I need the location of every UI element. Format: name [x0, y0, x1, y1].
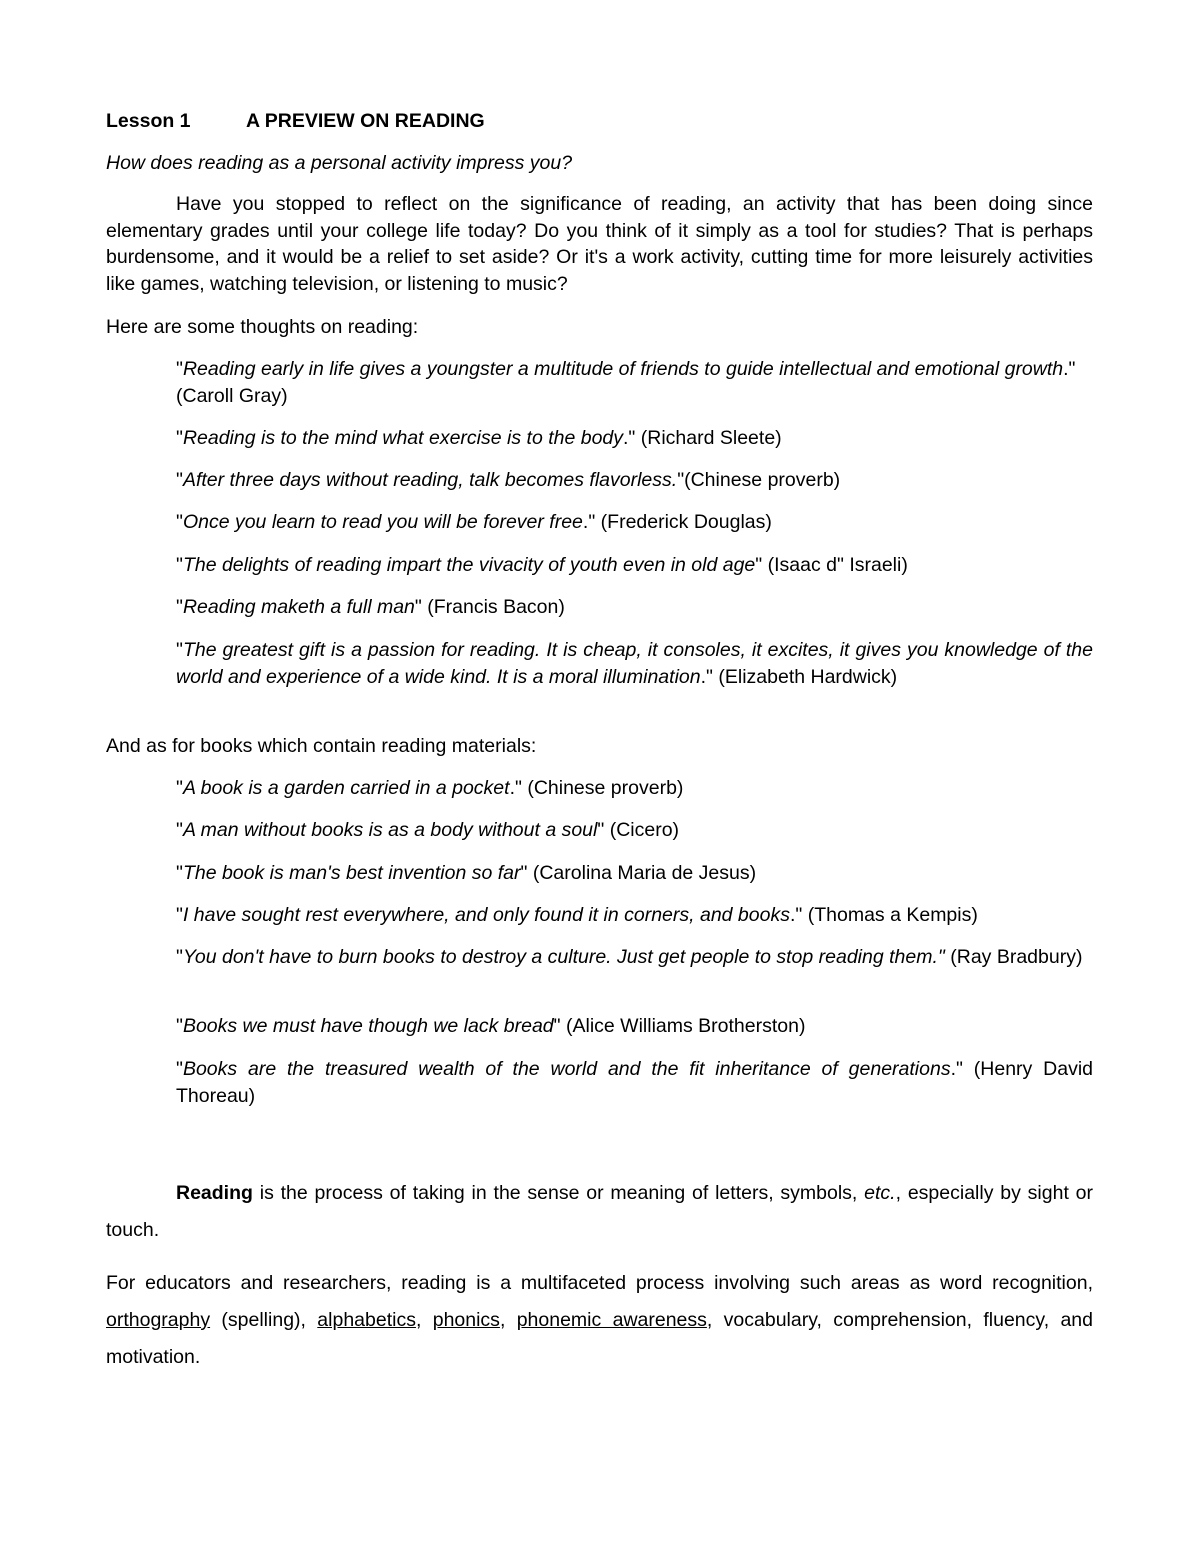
thought-quote-4: "Once you learn to read you will be forever free." (Frederick Douglas) [176, 511, 772, 533]
link-orthography: orthography [106, 1309, 211, 1331]
book-quote-3: "The book is man's best invention so far" (Carolina Maria de Jesus) [176, 862, 757, 884]
book-quote-6: "Books we must have though we lack bread" (Alice Williams Brotherston) [176, 1015, 806, 1037]
educators-paragraph: For educators and researchers, reading is a multifaceted process involving such areas as word recognition, orthography (spelling), alphabetics, phonics, phonemic awareness, vocabulary, comprehension, fluency, and motivation. [106, 1272, 1093, 1368]
thoughts-heading: Here are some thoughts on reading: [106, 316, 419, 338]
book-quote-2: "A man without books is as a body without a soul" (Cicero) [176, 819, 680, 841]
intro-paragraph: Have you stopped to reflect on the significance of reading, an activity that has been doing since elementary grades until your college life today? Do you think of it simply as a tool for studies? That is perhaps burdensome, and it would be a relief to set aside? Or it's a work activity, cutting time for more leisurely activities like games, watching television, or listening to music? [106, 193, 1093, 295]
link-phonemic-awareness: phonemic awareness [516, 1309, 707, 1331]
thought-quote-1: "Reading early in life gives a youngster a multitude of friends to guide intellectual and emotional growth." (Caroll Gray) [176, 358, 1076, 407]
guiding-question: How does reading as a personal activity impress you? [106, 152, 573, 174]
link-phonics: phonics [432, 1309, 500, 1331]
thought-quote-2: "Reading is to the mind what exercise is to the body." (Richard Sleete) [176, 427, 782, 449]
reading-definition: Reading is the process of taking in the sense or meaning of letters, symbols, etc., especially by sight or touch. [106, 1182, 1094, 1241]
link-alphabetics: alphabetics [317, 1309, 416, 1331]
reading-term: Reading [176, 1182, 253, 1204]
books-heading: And as for books which contain reading materials: [106, 735, 537, 757]
book-quote-1: "A book is a garden carried in a pocket." (Chinese proverb) [176, 777, 684, 799]
thought-quote-5: "The delights of reading impart the vivacity of youth even in old age" (Isaac d" Israeli) [176, 554, 908, 576]
lesson-number: Lesson 1 [106, 110, 191, 132]
lesson-title: A PREVIEW ON READING [246, 110, 485, 132]
book-quote-4: "I have sought rest everywhere, and only found it in corners, and books." (Thomas a Kempis) [176, 904, 978, 926]
thought-quote-7: "The greatest gift is a passion for reading. It is cheap, it consoles, it excites, it gives you knowledge of the world and experience of a wide kind. It is a moral illumination." (Elizabeth Hardwick) [176, 639, 1093, 688]
thought-quote-6: "Reading maketh a full man" (Francis Bacon) [176, 596, 565, 618]
lesson-heading [106, 108, 485, 134]
thought-quote-3: "After three days without reading, talk becomes flavorless."(Chinese proverb) [176, 469, 841, 491]
book-quote-7: "Books are the treasured wealth of the world and the fit inheritance of generations." (Henry David Thoreau) [176, 1058, 1093, 1107]
book-quote-5: "You don't have to burn books to destroy a culture. Just get people to stop reading them." (Ray Bradbury) [176, 946, 1083, 968]
